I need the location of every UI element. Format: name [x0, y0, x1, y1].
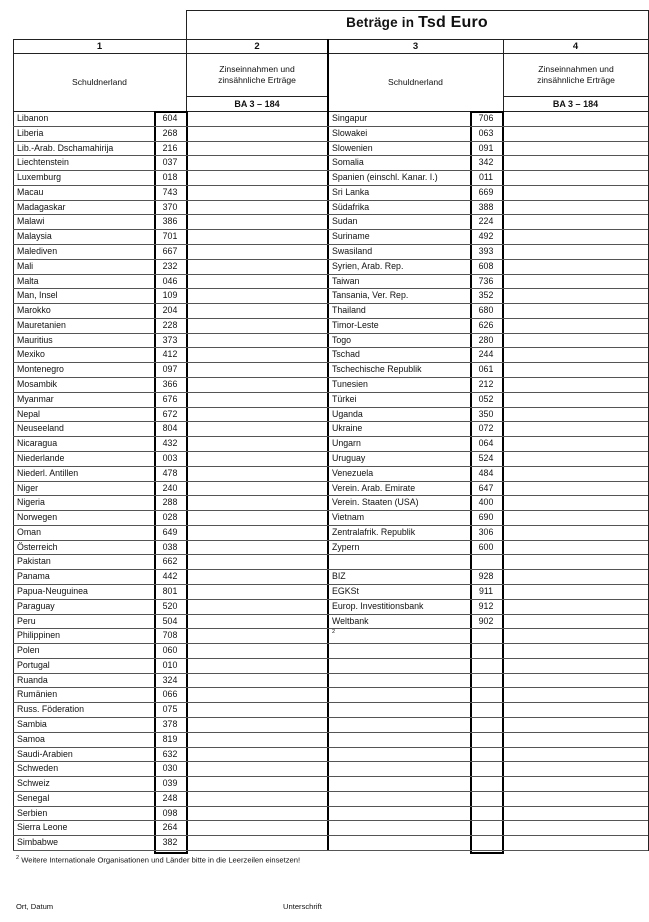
row-rule — [13, 717, 648, 718]
left-country-code: 066 — [162, 689, 178, 700]
left-country-name: Malaysia — [17, 231, 52, 242]
left-country-name: Portugal — [17, 659, 50, 670]
row-rule — [13, 347, 648, 348]
right-country-code: 061 — [478, 364, 494, 375]
left-country-code: 010 — [162, 659, 178, 670]
right-country-name: Thailand — [332, 305, 366, 316]
left-country-code: 018 — [162, 172, 178, 183]
row-rule — [13, 377, 648, 378]
left-country-name: Niger — [17, 482, 39, 493]
right-country-name: Uruguay — [332, 452, 366, 463]
left-country-name: Senegal — [17, 792, 50, 803]
row-rule — [13, 318, 648, 319]
footnote-text: Weitere Internationale Organisationen und Länder bitte in die Leerzeilen einsetzen! — [21, 855, 301, 865]
right-country-code: 484 — [478, 467, 494, 478]
row-rule — [13, 850, 648, 851]
left-country-name: Mexiko — [17, 349, 45, 360]
left-country-code: 240 — [162, 482, 178, 493]
grid-divider-2 — [327, 39, 329, 851]
left-country-code: 662 — [162, 556, 178, 567]
right-country-name: Timor-Leste — [332, 319, 379, 330]
right-country-code: 306 — [478, 526, 494, 537]
left-country-name: Russ. Föderation — [17, 704, 84, 715]
row-rule — [13, 628, 648, 629]
row-rule — [13, 525, 648, 526]
left-country-name: Norwegen — [17, 512, 58, 523]
row-rule — [13, 333, 648, 334]
left-country-name: Sambia — [17, 718, 47, 729]
right-country-name: Verein. Staaten (USA) — [332, 497, 419, 508]
left-country-name: Malawi — [17, 216, 45, 227]
row-rule — [13, 362, 648, 363]
row-rule — [13, 392, 648, 393]
left-country-code: 003 — [162, 452, 178, 463]
left-country-code: 382 — [162, 837, 178, 848]
left-country-code: 378 — [162, 718, 178, 729]
left-country-name: Madagaskar — [17, 201, 66, 212]
left-country-name: Pakistan — [17, 556, 51, 567]
right-country-code: 492 — [478, 231, 494, 242]
right-country-code: 736 — [478, 275, 494, 286]
right-country-code: 647 — [478, 482, 494, 493]
left-country-code: 030 — [162, 763, 178, 774]
right-country-name: Sudan — [332, 216, 358, 227]
left-country-code: 632 — [162, 748, 178, 759]
row-rule — [13, 687, 648, 688]
right-country-code: 388 — [478, 201, 494, 212]
left-country-name: Myanmar — [17, 393, 54, 404]
header-rule-2 — [13, 53, 648, 54]
right-country-name: Tschechische Republik — [332, 364, 422, 375]
left-country-name: Neuseeland — [17, 423, 64, 434]
right-country-code: 352 — [478, 290, 494, 301]
code-rule-2 — [186, 96, 328, 97]
right-country-name: Tunesien — [332, 379, 368, 390]
left-country-code: 743 — [162, 186, 178, 197]
right-country-code: 244 — [478, 349, 494, 360]
right-country-code: 091 — [478, 142, 494, 153]
left-country-code: 264 — [162, 822, 178, 833]
row-rule — [13, 303, 648, 304]
debtor-country-header-left: Schuldnerland — [72, 77, 127, 87]
left-country-name: Schweiz — [17, 778, 50, 789]
row-rule — [13, 229, 648, 230]
right-country-code: 608 — [478, 260, 494, 271]
row-rule — [13, 643, 648, 644]
left-country-name: Macau — [17, 186, 44, 197]
left-country-name: Sierra Leone — [17, 822, 68, 833]
left-country-code: 432 — [162, 438, 178, 449]
left-country-name: Polen — [17, 645, 40, 656]
right-country-code: 626 — [478, 319, 494, 330]
left-country-code: 676 — [162, 393, 178, 404]
left-country-name: Libanon — [17, 113, 49, 123]
right-country-code: 072 — [478, 423, 494, 434]
right-country-code: 912 — [478, 600, 494, 611]
right-country-name: Syrien, Arab. Rep. — [332, 260, 404, 271]
row-rule — [13, 569, 648, 570]
left-country-code: 667 — [162, 246, 178, 257]
right-country-name: Venezuela — [332, 467, 374, 478]
row-rule — [13, 170, 648, 171]
right-country-name: Swasiland — [332, 246, 373, 257]
right-country-code: 400 — [478, 497, 494, 508]
place-date-label: Ort, Datum — [16, 902, 54, 911]
left-country-code: 098 — [162, 807, 178, 818]
right-country-name: Sri Lanka — [332, 186, 370, 197]
left-country-code: 038 — [162, 541, 178, 552]
left-country-code: 366 — [162, 379, 178, 390]
right-country-name: Taiwan — [332, 275, 360, 286]
signature-label: Unterschrift — [283, 902, 322, 911]
left-country-name: Liberia — [17, 127, 44, 138]
left-country-name: Samoa — [17, 733, 45, 744]
left-country-code: 028 — [162, 512, 178, 523]
column-number-4: 4 — [572, 41, 579, 52]
left-country-code: 248 — [162, 792, 178, 803]
row-rule — [13, 259, 648, 260]
row-rule — [13, 185, 648, 186]
right-country-name: BIZ — [332, 571, 346, 582]
left-country-code: 708 — [162, 630, 178, 641]
row-rule — [13, 141, 648, 142]
left-country-code: 649 — [162, 526, 178, 537]
left-country-name: Ruanda — [17, 674, 48, 685]
left-country-name: Malediven — [17, 246, 58, 257]
row-rule — [13, 673, 648, 674]
right-country-name: Suriname — [332, 231, 370, 242]
left-country-name: Mauritius — [17, 334, 53, 345]
right-country-name — [332, 554, 470, 569]
left-country-code: 288 — [162, 497, 178, 508]
interest-income-header-2: Zinseinnahmen und zinsähnliche Erträge — [218, 64, 296, 85]
right-country-name: Zypern — [332, 541, 360, 552]
row-rule — [13, 732, 648, 733]
left-country-code: 228 — [162, 319, 178, 330]
left-country-name: Nepal — [17, 408, 40, 419]
left-country-name: Luxemburg — [17, 172, 62, 183]
left-country-code: 804 — [162, 423, 178, 434]
right-country-code: 928 — [478, 571, 494, 582]
left-country-name: Paraguay — [17, 600, 55, 611]
left-country-code: 386 — [162, 216, 178, 227]
left-country-code: 037 — [162, 157, 178, 168]
right-country-code: 911 — [478, 585, 494, 596]
row-rule — [13, 747, 648, 748]
grid-left-edge — [13, 39, 14, 851]
row-rule — [13, 466, 648, 467]
row-rule — [13, 820, 648, 821]
right-country-code: 212 — [478, 379, 494, 390]
left-country-code: 097 — [162, 364, 178, 375]
left-country-name: Rumänien — [17, 689, 58, 700]
right-country-code: 902 — [478, 615, 494, 626]
row-rule — [13, 658, 648, 659]
right-country-name: Türkei — [332, 393, 357, 404]
right-country-name: Singapur — [332, 113, 368, 123]
left-country-name: Saudi-Arabien — [17, 748, 73, 759]
left-country-code: 373 — [162, 334, 178, 345]
left-country-name: Mauretanien — [17, 319, 66, 330]
left-country-name: Oman — [17, 526, 41, 537]
right-country-name: Zentralafrik. Republik — [332, 526, 416, 537]
right-country-name: Somalia — [332, 157, 364, 168]
right-country-name: Togo — [332, 334, 352, 345]
row-rule — [13, 791, 648, 792]
left-country-name: Lib.-Arab. Dschamahirija — [17, 142, 114, 153]
right-country-code: 052 — [478, 393, 494, 404]
column-number-1: 1 — [96, 41, 103, 52]
left-country-name: Österreich — [17, 541, 58, 552]
interest-income-header-4: Zinseinnahmen und zinsähnliche Erträge — [537, 64, 615, 85]
row-rule — [13, 407, 648, 408]
right-country-code: 600 — [478, 541, 494, 552]
row-rule — [13, 451, 648, 452]
row-rule — [13, 200, 648, 201]
left-country-code: 039 — [162, 778, 178, 789]
row-rule — [13, 510, 648, 511]
right-country-code: 224 — [478, 216, 494, 227]
column-number-3: 3 — [412, 41, 419, 52]
form-code-4: BA 3 – 184 — [552, 99, 599, 109]
row-rule — [13, 599, 648, 600]
left-country-code: 109 — [162, 290, 178, 301]
right-country-code: 342 — [478, 157, 494, 168]
right-country-code: 669 — [478, 186, 494, 197]
left-country-name: Nicaragua — [17, 438, 58, 449]
title-unit: Tsd Euro — [418, 14, 488, 31]
right-country-code: 690 — [478, 512, 494, 523]
row-rule — [13, 155, 648, 156]
right-country-name: Slowakei — [332, 127, 368, 138]
left-country-code: 701 — [162, 231, 178, 242]
left-country-code: 672 — [162, 408, 178, 419]
left-country-name: Mosambik — [17, 379, 58, 390]
row-rule — [13, 540, 648, 541]
left-country-code: 412 — [162, 349, 178, 360]
left-country-name: Simbabwe — [17, 837, 59, 848]
debtor-country-header-right: Schuldnerland — [388, 77, 443, 87]
row-rule — [13, 554, 648, 555]
left-country-name: Niederlande — [17, 452, 65, 463]
left-country-name: Panama — [17, 571, 50, 582]
left-country-name: Liechtenstein — [17, 157, 69, 168]
right-country-name: Tschad — [332, 349, 360, 360]
right-country-code: 064 — [478, 438, 494, 449]
left-country-code: 604 — [162, 113, 178, 123]
left-country-code: 075 — [162, 704, 178, 715]
footnote — [16, 855, 300, 865]
right-country-name: Südafrika — [332, 201, 370, 212]
code-rule-4 — [503, 96, 648, 97]
row-rule — [13, 614, 648, 615]
row-rule — [13, 421, 648, 422]
right-country-code: 393 — [478, 246, 494, 257]
left-country-code: 204 — [162, 305, 178, 316]
left-country-name: Peru — [17, 615, 36, 626]
left-country-name: Malta — [17, 275, 39, 286]
right-country-name: Tansania, Ver. Rep. — [332, 290, 409, 301]
row-rule — [13, 495, 648, 496]
right-country-code: 680 — [478, 305, 494, 316]
row-rule — [13, 806, 648, 807]
right-country-name: 2 — [332, 629, 336, 636]
row-rule — [13, 702, 648, 703]
left-country-code: 324 — [162, 674, 178, 685]
left-country-code: 232 — [162, 260, 178, 271]
left-country-code: 478 — [162, 467, 178, 478]
right-country-name: Slowenien — [332, 142, 373, 153]
left-country-code: 819 — [162, 733, 178, 744]
left-country-name: Marokko — [17, 305, 51, 316]
right-country-code: 350 — [478, 408, 494, 419]
right-country-name: Ukraine — [332, 423, 363, 434]
footnote-marker: 2 — [16, 855, 20, 861]
title-top-rule — [186, 10, 648, 11]
header-rule-1 — [13, 39, 648, 40]
row-rule — [13, 288, 648, 289]
right-country-name: Weltbank — [332, 615, 369, 626]
right-country-code: 011 — [478, 172, 494, 183]
left-country-name: Serbien — [17, 807, 48, 818]
right-country-code: 524 — [478, 452, 494, 463]
right-country-name: Ungarn — [332, 438, 361, 449]
left-country-name: Papua-Neuguinea — [17, 585, 88, 596]
left-country-name: Montenegro — [17, 364, 64, 375]
left-country-code: 442 — [162, 571, 178, 582]
right-country-name: EGKSt — [332, 585, 359, 596]
left-country-code: 370 — [162, 201, 178, 212]
left-country-code: 520 — [162, 600, 178, 611]
left-country-name: Mali — [17, 260, 34, 271]
left-country-code: 801 — [162, 585, 178, 596]
left-country-name: Man, Insel — [17, 290, 58, 301]
row-rule — [13, 436, 648, 437]
row-rule — [13, 584, 648, 585]
left-country-code: 268 — [162, 127, 178, 138]
right-country-name: Uganda — [332, 408, 363, 419]
row-rule — [13, 761, 648, 762]
left-country-name: Nigeria — [17, 497, 45, 508]
row-rule — [13, 835, 648, 836]
right-country-name: Vietnam — [332, 512, 365, 523]
row-rule — [13, 481, 648, 482]
form-code-2: BA 3 – 184 — [234, 99, 280, 109]
row-rule — [13, 776, 648, 777]
right-country-code — [471, 554, 501, 569]
right-country-name: Europ. Investitionsbank — [332, 600, 424, 611]
left-country-code: 504 — [162, 615, 178, 626]
left-country-name: Niederl. Antillen — [17, 467, 79, 478]
right-country-code: 706 — [478, 113, 494, 123]
title-prefix: Beträge in — [346, 15, 419, 30]
amounts-title — [186, 14, 648, 32]
row-rule — [13, 274, 648, 275]
right-country-code: 280 — [478, 334, 494, 345]
left-country-code: 216 — [162, 142, 178, 153]
row-rule — [13, 244, 648, 245]
right-country-code: 063 — [478, 127, 494, 138]
left-country-name: Philippinen — [17, 630, 61, 641]
right-country-name: Verein. Arab. Emirate — [332, 482, 416, 493]
right-country-code — [471, 628, 501, 643]
right-country-name: Spanien (einschl. Kanar. I.) — [332, 172, 438, 183]
left-country-code: 060 — [162, 645, 178, 656]
row-rule — [13, 126, 648, 127]
row-rule — [13, 214, 648, 215]
left-country-code: 046 — [162, 275, 178, 286]
left-country-name: Schweden — [17, 763, 59, 774]
column-number-2: 2 — [254, 41, 260, 52]
